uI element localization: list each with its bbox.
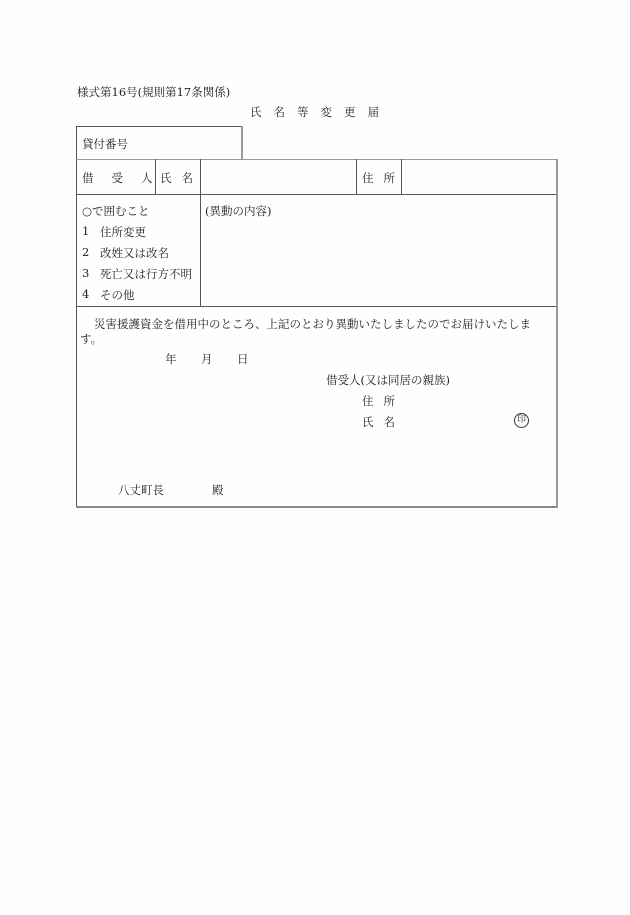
option-number: 4 <box>82 287 90 301</box>
applicant-label: 借受人(又は同居の親族) <box>326 373 450 387</box>
form-number: 様式第16号(規則第17条関係) <box>77 85 231 99</box>
option-number: 2 <box>82 245 90 259</box>
borrower-label: 借受人 <box>82 171 171 185</box>
date-year-label: 年 <box>165 352 177 366</box>
border <box>76 306 557 307</box>
options-header: ○で囲むこと <box>82 204 150 218</box>
option-number: 1 <box>82 224 90 238</box>
name-field[interactable] <box>204 166 352 188</box>
address-label: 住所 <box>362 171 405 185</box>
change-details-label: (異動の内容) <box>205 204 272 218</box>
address-field[interactable] <box>406 166 552 188</box>
change-details-field[interactable] <box>206 220 552 300</box>
border <box>76 506 557 508</box>
loan-number-field[interactable] <box>96 136 236 152</box>
date-month-label: 月 <box>201 352 213 366</box>
border <box>241 126 243 160</box>
declaration-statement-line1: 災害援護資金を借用中のところ、上記のとおり異動いたしましたのでお届けいたしま <box>94 317 531 331</box>
document-title: 氏名等変更届 <box>250 105 391 119</box>
option-label: その他 <box>100 288 135 302</box>
border <box>76 126 77 507</box>
border <box>76 159 557 160</box>
honorific-label: 殿 <box>212 483 224 497</box>
applicant-address-label: 住所 <box>362 394 405 408</box>
option-label: 住所変更 <box>100 225 146 239</box>
seal-icon: 印 <box>514 413 529 428</box>
name-label: 氏名 <box>160 171 203 185</box>
applicant-name-label: 氏名 <box>362 415 405 429</box>
border <box>76 194 557 195</box>
declaration-statement-line2: す。 <box>80 332 103 346</box>
option-label: 死亡又は行方不明 <box>100 267 192 281</box>
border <box>556 159 558 508</box>
option-number: 3 <box>82 266 90 280</box>
date-day-label: 日 <box>237 352 249 366</box>
recipient-label: 八丈町長 <box>118 483 164 497</box>
option-label: 改姓又は改名 <box>100 246 169 260</box>
border <box>356 159 357 194</box>
loan-number-label: 貸付番号 <box>82 137 128 151</box>
border <box>76 126 242 127</box>
